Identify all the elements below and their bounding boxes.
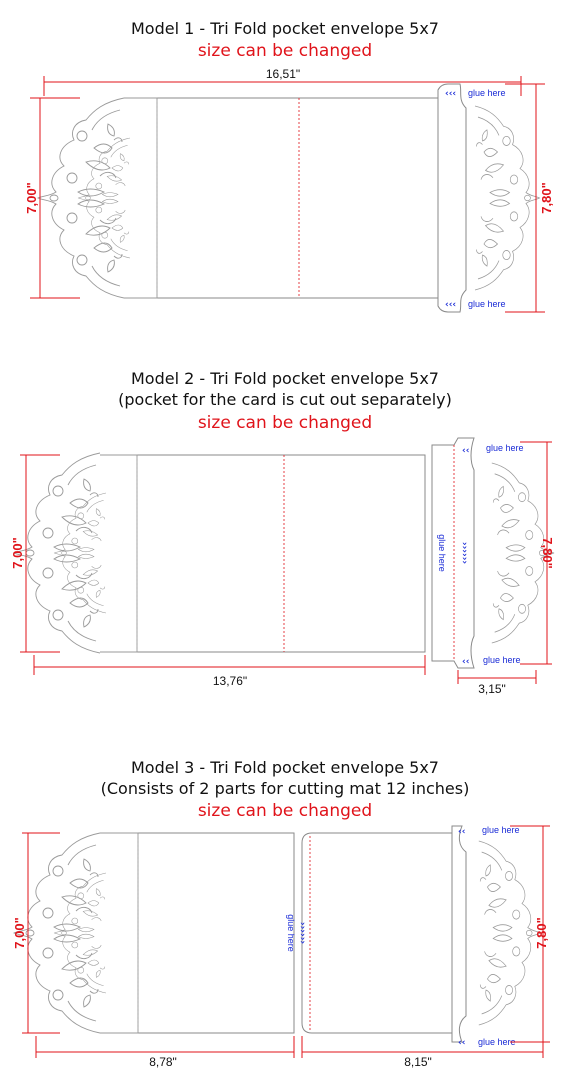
model3-glue-label-top: glue here xyxy=(482,825,520,835)
model3-glue-label-bottom: glue here xyxy=(478,1037,516,1047)
model3-pocket-flap xyxy=(452,826,466,1042)
model2-subtitle: size can be changed xyxy=(197,413,373,433)
model2-glue-label-top: glue here xyxy=(486,443,524,453)
model1-subtitle: size can be changed xyxy=(197,41,373,61)
model3-left-lace xyxy=(14,833,138,1033)
model1-right-lace xyxy=(475,106,540,290)
model3-glue-chevron-bottom: ‹‹ xyxy=(458,1038,466,1048)
model1-glue-label-bottom: glue here xyxy=(468,299,506,309)
model2-note: (pocket for the card is cut out separately) xyxy=(118,390,452,409)
model3-right-lace xyxy=(479,841,541,1025)
model2-left-height-label: 7,00" xyxy=(10,537,25,569)
model2-width-label: 13,76" xyxy=(212,674,248,688)
model3-left-height-label: 7,00" xyxy=(12,917,27,949)
model2-panel xyxy=(137,455,425,652)
model1-panel xyxy=(157,98,438,298)
model1-glue-chevron-bottom: ‹‹‹ xyxy=(445,300,457,310)
model3-right-width-label: 8,15" xyxy=(404,1055,432,1069)
model1-left-height-label: 7,00" xyxy=(24,182,39,214)
model1-width-label: 16,51" xyxy=(265,67,301,81)
model3-glue-chevron-side: ›››››› xyxy=(297,921,307,945)
model3-part1-panel xyxy=(138,833,294,1033)
model2-glue-chevron-side: ›››››› xyxy=(459,541,469,565)
model2-diagram xyxy=(10,438,555,696)
model2-glue-label-side: glue here xyxy=(437,534,447,572)
model1-glue-chevron-top: ‹‹‹ xyxy=(445,89,457,99)
model2-title: Model 2 - Tri Fold pocket envelope 5x7 xyxy=(131,369,439,388)
model2-right-height-label: 7,80" xyxy=(540,537,555,569)
model2-pocket-width-label: 3,15" xyxy=(478,682,506,696)
model3-note: (Consists of 2 parts for cutting mat 12 inches) xyxy=(100,779,470,798)
model2-glue-chevron-top: ‹‹ xyxy=(462,446,470,456)
model1-left-lace xyxy=(38,98,157,298)
model2-left-lace xyxy=(14,453,137,653)
model1-right-height-label: 7,80" xyxy=(539,182,554,214)
model3-glue-label-side: glue here xyxy=(286,914,296,952)
model1-pocket-flap xyxy=(438,84,466,312)
model3-glue-chevron-top: ‹‹ xyxy=(458,827,466,837)
model2-glue-label-bottom: glue here xyxy=(483,655,521,665)
model3-subtitle: size can be changed xyxy=(197,801,373,821)
model3-diagram xyxy=(12,825,550,1069)
model3-right-height-label: 7,80" xyxy=(534,917,549,949)
model1-diagram xyxy=(24,67,554,312)
model3-title: Model 3 - Tri Fold pocket envelope 5x7 xyxy=(131,758,439,777)
model3-left-width-label: 8,78" xyxy=(149,1055,177,1069)
model2-glue-chevron-bottom: ‹‹ xyxy=(462,657,470,667)
model1-glue-label-top: glue here xyxy=(468,88,506,98)
model3-part2-panel xyxy=(302,833,452,1033)
model1-title: Model 1 - Tri Fold pocket envelope 5x7 xyxy=(131,19,439,38)
